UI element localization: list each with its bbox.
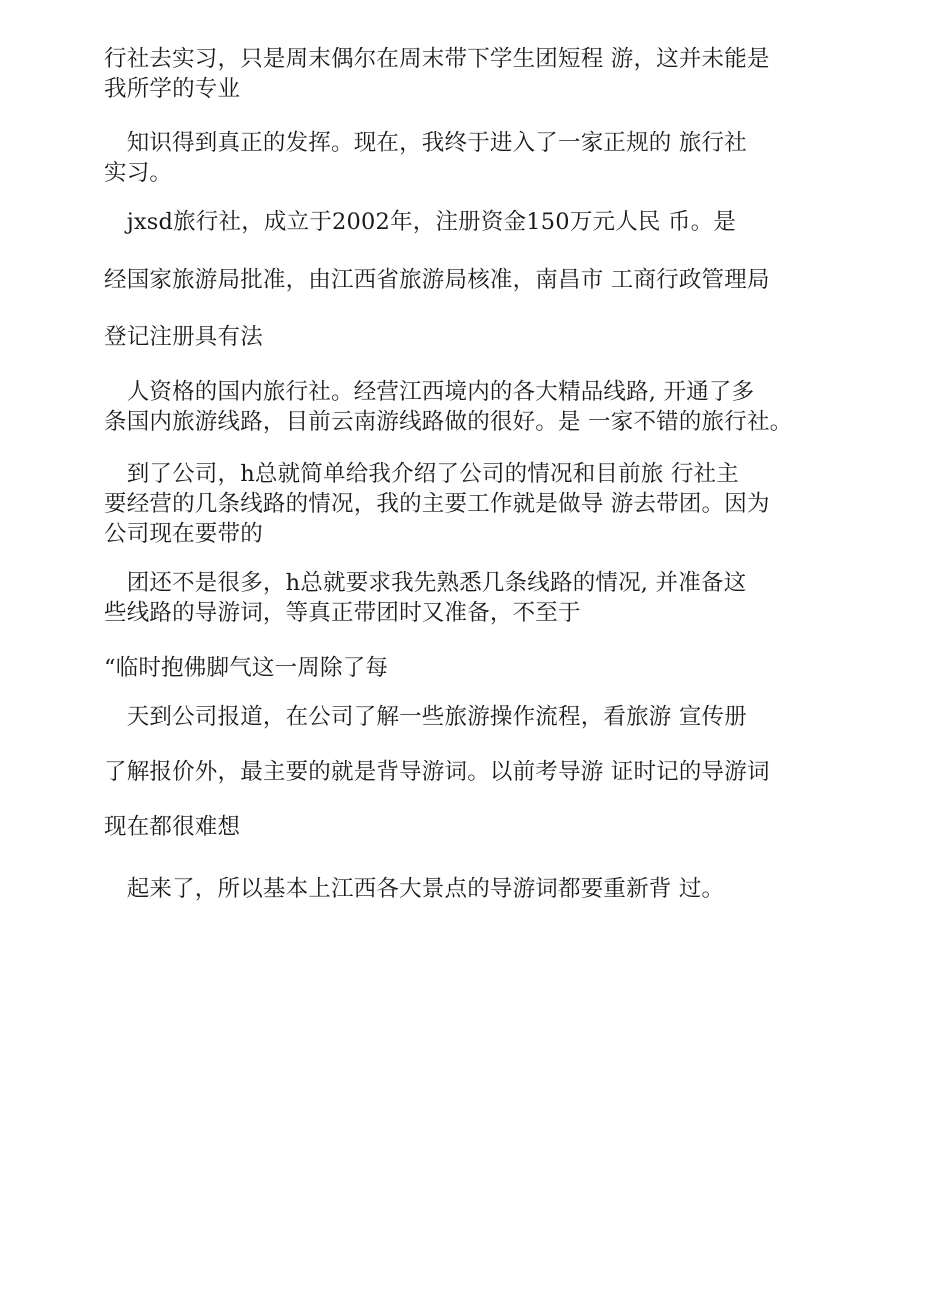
text-line: 了解报价外，最主要的就是背导游词。以前考导游 证时记的导游词 bbox=[104, 759, 770, 785]
text-line: 条国内旅游线路，目前云南游线路做的很好。是 一家不错的旅行社。 bbox=[104, 409, 793, 435]
text-line: jxsd旅行社，成立于2002年，注册资金150万元人民 币。是 bbox=[104, 209, 737, 235]
text-line: 实习。 bbox=[104, 160, 173, 186]
text-line: 起来了，所以基本上江西各大景点的导游词都要重新背 过。 bbox=[104, 876, 725, 902]
text-line: “临时抱佛脚气这一周除了每 bbox=[104, 655, 389, 681]
text-line: 些线路的导游词，等真正带团时又准备，不至于 bbox=[104, 600, 581, 626]
text-line: 知识得到真正的发挥。现在，我终于进入了一家正规的 旅行社 bbox=[104, 130, 747, 156]
text-line: 要经营的几条线路的情况，我的主要工作就是做导 游去带团。因为 bbox=[104, 491, 770, 517]
text-line: 现在都很难想 bbox=[104, 814, 241, 840]
text-line: 经国家旅游局批准，由江西省旅游局核准，南昌市 工商行政管理局 bbox=[104, 267, 770, 293]
text-line: 公司现在要带的 bbox=[104, 521, 263, 547]
text-line: 行社去实习，只是周末偶尔在周末带下学生团短程 游，这并未能是 bbox=[104, 46, 770, 72]
text-line: 到了公司，h总就简单给我介绍了公司的情况和目前旅 行社主 bbox=[104, 461, 739, 487]
text-line: 人资格的国内旅行社。经营江西境内的各大精品线路, 开通了多 bbox=[104, 379, 755, 405]
text-line: 天到公司报道，在公司了解一些旅游操作流程，看旅游 宣传册 bbox=[104, 704, 747, 730]
text-line: 团还不是很多，h总就要求我先熟悉几条线路的情况, 并准备这 bbox=[104, 570, 747, 596]
text-line: 我所学的专业 bbox=[104, 76, 241, 102]
text-line: 登记注册具有法 bbox=[104, 324, 263, 350]
